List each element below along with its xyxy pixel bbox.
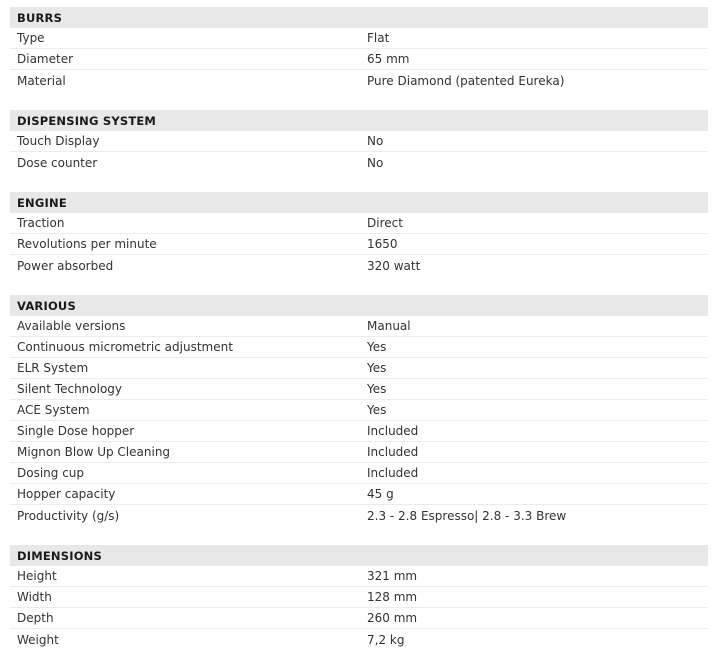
spec-row bbox=[10, 70, 708, 91]
spec-value: No bbox=[367, 155, 384, 170]
spec-label: Touch Display bbox=[17, 134, 100, 148]
spec-label: Hopper capacity bbox=[17, 487, 116, 501]
spec-row bbox=[10, 587, 708, 608]
spec-row bbox=[10, 400, 708, 421]
spec-value: 1650 bbox=[367, 237, 398, 251]
spec-row bbox=[10, 629, 708, 650]
section-dimensions bbox=[10, 545, 708, 650]
spec-label: Dosing cup bbox=[17, 466, 85, 480]
section-engine bbox=[10, 192, 708, 276]
spec-value: 7,2 kg bbox=[367, 632, 405, 647]
spec-row bbox=[10, 608, 708, 629]
spec-value: No bbox=[367, 134, 384, 148]
spec-row bbox=[10, 421, 708, 442]
spec-row bbox=[10, 152, 708, 173]
section-title: DIMENSIONS bbox=[10, 545, 708, 566]
spec-row bbox=[10, 28, 708, 49]
spec-value: 45 g bbox=[367, 487, 394, 501]
spec-label: Weight bbox=[17, 632, 59, 647]
section-title: BURRS bbox=[10, 7, 708, 28]
spec-row bbox=[10, 358, 708, 379]
section-dispensing-system bbox=[10, 110, 708, 173]
spec-label: Revolutions per minute bbox=[17, 237, 157, 251]
spec-value: 128 mm bbox=[367, 590, 418, 604]
spec-value: 65 mm bbox=[367, 52, 410, 66]
spec-label: Type bbox=[17, 31, 45, 45]
spec-row bbox=[10, 484, 708, 505]
spec-label: Width bbox=[17, 590, 52, 604]
spec-value: 321 mm bbox=[367, 569, 418, 583]
spec-row bbox=[10, 316, 708, 337]
spec-label: Diameter bbox=[17, 52, 74, 66]
spec-value: Included bbox=[367, 424, 419, 438]
spec-row bbox=[10, 442, 708, 463]
spec-row bbox=[10, 131, 708, 152]
spec-row bbox=[10, 337, 708, 358]
spec-value: Included bbox=[367, 466, 419, 480]
spec-row bbox=[10, 255, 708, 276]
spec-value: Yes bbox=[367, 403, 387, 417]
spec-row bbox=[10, 463, 708, 484]
spec-row bbox=[10, 379, 708, 400]
spec-label: Single Dose hopper bbox=[17, 424, 135, 438]
spec-label: Dose counter bbox=[17, 155, 98, 170]
section-title: ENGINE bbox=[10, 192, 708, 213]
spec-label: Power absorbed bbox=[17, 258, 114, 273]
spec-label: Productivity (g/s) bbox=[17, 508, 120, 523]
spec-label: Height bbox=[17, 569, 57, 583]
spec-label: ACE System bbox=[17, 403, 90, 417]
spec-value: Included bbox=[367, 445, 419, 459]
spec-value: Flat bbox=[367, 31, 390, 45]
section-burrs bbox=[10, 7, 708, 91]
spec-value: Yes bbox=[367, 382, 387, 396]
spec-value: Direct bbox=[367, 216, 403, 230]
spec-row bbox=[10, 566, 708, 587]
spec-label: Silent Technology bbox=[17, 382, 123, 396]
spec-row bbox=[10, 49, 708, 70]
section-title: DISPENSING SYSTEM bbox=[10, 110, 708, 131]
spec-label: ELR System bbox=[17, 361, 89, 375]
spec-label: Continuous micrometric adjustment bbox=[17, 340, 233, 354]
spec-label: Available versions bbox=[17, 319, 126, 333]
spec-label: Depth bbox=[17, 611, 54, 625]
section-title: VARIOUS bbox=[10, 295, 708, 316]
spec-value: Pure Diamond (patented Eureka) bbox=[367, 73, 565, 88]
spec-row bbox=[10, 213, 708, 234]
spec-value: 2.3 - 2.8 Espresso| 2.8 - 3.3 Brew bbox=[367, 508, 567, 523]
spec-value: Manual bbox=[367, 319, 411, 333]
spec-row bbox=[10, 505, 708, 526]
spec-row bbox=[10, 234, 708, 255]
spec-value: Yes bbox=[367, 361, 387, 375]
spec-label: Mignon Blow Up Cleaning bbox=[17, 445, 171, 459]
section-various bbox=[10, 295, 708, 526]
spec-label: Traction bbox=[17, 216, 65, 230]
spec-value: Yes bbox=[367, 340, 387, 354]
spec-value: 320 watt bbox=[367, 258, 421, 273]
spec-value: 260 mm bbox=[367, 611, 418, 625]
spec-label: Material bbox=[17, 73, 66, 88]
